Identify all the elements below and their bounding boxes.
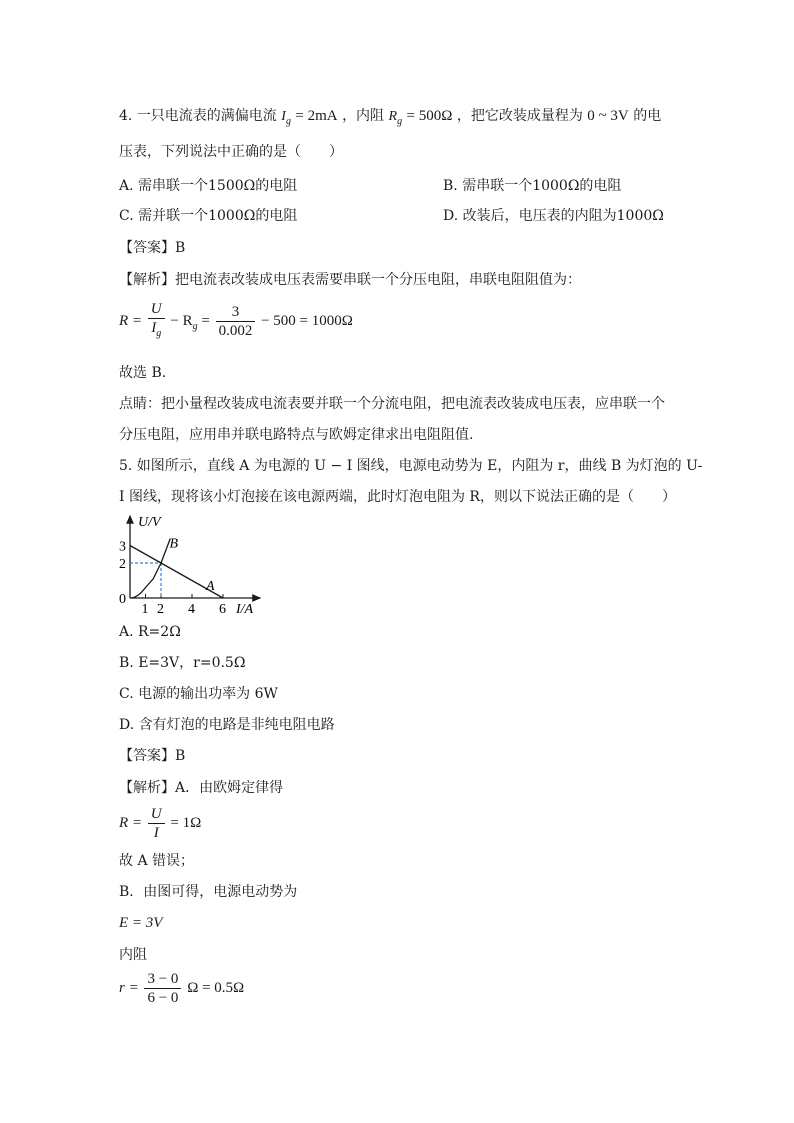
- x-axis-label: I/A: [236, 602, 254, 617]
- y-tick-label: 2: [119, 557, 126, 572]
- eq1-denominator: I: [153, 825, 159, 841]
- q4-stem-a: 一只电流表的满偏电流: [136, 108, 277, 124]
- rg-value: = 500Ω: [406, 108, 453, 124]
- q4-choose: 故选 B.: [119, 365, 167, 381]
- q4-option-c: C. 需并联一个1000Ω的电阻: [119, 208, 298, 224]
- frac-denominator: I: [151, 320, 157, 336]
- fraction-u-over-i: [148, 805, 165, 842]
- ui-graph: [110, 510, 270, 618]
- q5-option-d: D. 含有灯泡的电路是非纯电阻电路: [119, 717, 335, 733]
- series-a-label: A: [205, 579, 215, 595]
- q5-inner-label: 内阻: [119, 947, 147, 963]
- frac-numerator: U: [148, 300, 165, 319]
- q5-analysis-b: B．由图可得，电源电动势为: [119, 884, 298, 900]
- y-axis-label: U/V: [138, 515, 161, 530]
- q4-stem-c: ，把它改装成量程为: [456, 108, 583, 124]
- q4-stem-line2: 压表，下列说法中正确的是（ ）: [119, 144, 343, 160]
- q5-equation-1: [119, 805, 201, 842]
- range-value: 0 ~ 3V: [587, 108, 629, 124]
- q4-stem-b: ，内阻: [342, 108, 385, 124]
- q5-option-c: C. 电源的输出功率为 6W: [119, 686, 278, 702]
- frac-den-subscript: g: [156, 328, 162, 339]
- q4-answer: 【答案】B: [119, 240, 186, 256]
- q4-number: 4.: [119, 108, 133, 124]
- q5-option-b: B. E=3V，r=0.5Ω: [119, 655, 246, 671]
- origin-label: 0: [119, 592, 126, 607]
- fraction-u-over-ig: [148, 300, 165, 343]
- q4-note-line1: 点睛：把小量程改装成电流表要并联一个分流电阻，把电流表改装成电压表，应串联一个: [119, 396, 665, 412]
- q4-equation: R = $\frac{U}{I_g}$ − $R_g$ = $\frac{3}{0.002}$ − 500 = 1000Ω: [119, 300, 353, 343]
- series-b-curve: [130, 539, 170, 599]
- q5-emf: E = 3V: [119, 915, 163, 931]
- eq1-tail: = 1Ω: [170, 814, 202, 831]
- q5-stem-line1: 5. 如图所示，直线 A 为电源的 U − I 图线，电源电动势为 E，内阻为 r，曲线 B 为灯泡的 U-: [119, 458, 703, 474]
- frac-3: 3: [216, 303, 256, 322]
- rg-symbol: R: [388, 109, 398, 124]
- eq-r: R =: [119, 312, 143, 329]
- q4-option-d: D. 改装后，电压表的内阻为1000Ω: [443, 208, 664, 224]
- ig-value: = 2mA: [295, 108, 338, 124]
- q4-note-line2: 分压电阻，应用串并联电路特点与欧姆定律求出电阻阻值.: [119, 427, 474, 443]
- eq2-r: r =: [119, 979, 139, 996]
- q4-option-b: B. 需串联一个1000Ω的电阻: [443, 178, 622, 194]
- q4-stem-line1: [119, 106, 661, 132]
- x-tick-label: 4: [188, 602, 195, 617]
- eq2-numerator: 3 − 0: [144, 970, 181, 989]
- q5-answer: 【答案】B: [119, 748, 186, 764]
- series-b-label: B: [169, 536, 179, 552]
- eq2-denominator: 6 − 0: [147, 990, 179, 1006]
- fraction-3-over-0002: [216, 303, 256, 340]
- q5-stem-line2: I 图线，现将该小灯泡接在该电源两端，此时灯泡电阻为 R，则以下说法正确的是（ ）: [119, 489, 676, 505]
- eq1-numerator: U: [148, 805, 165, 824]
- rg-subscript: g: [397, 116, 403, 127]
- q5-wrong-a: 故 A 错误；: [119, 853, 195, 869]
- eq2-tail: Ω = 0.5Ω: [187, 979, 245, 996]
- y-tick-label: 3: [119, 539, 126, 555]
- ig-symbol: I: [281, 109, 286, 124]
- x-tick-label: 1: [141, 602, 149, 617]
- q4-analysis: 【解析】把电流表改装成电压表需要串联一个分压电阻，串联电阻阻值为：: [119, 272, 581, 288]
- eq1-r: R =: [119, 814, 143, 831]
- q4-option-a: A. 需串联一个1500Ω的电阻: [119, 178, 298, 194]
- q5-option-a: A. R=2Ω: [119, 624, 181, 640]
- eq-tail: − 500 = 1000Ω: [261, 312, 353, 329]
- fraction-r: [144, 970, 181, 1007]
- ig-subscript: g: [285, 116, 291, 127]
- q5-equation-2: [119, 970, 244, 1007]
- frac-0002: 0.002: [218, 323, 253, 339]
- eq-minus-rg: − R: [170, 312, 193, 329]
- eq-equals: =: [201, 312, 210, 329]
- x-tick-label: 6: [219, 602, 226, 617]
- q4-stem-d: 的电: [633, 108, 662, 124]
- x-tick-label: 2: [157, 602, 164, 617]
- q5-analysis-a: 【解析】A．由欧姆定律得: [119, 780, 284, 796]
